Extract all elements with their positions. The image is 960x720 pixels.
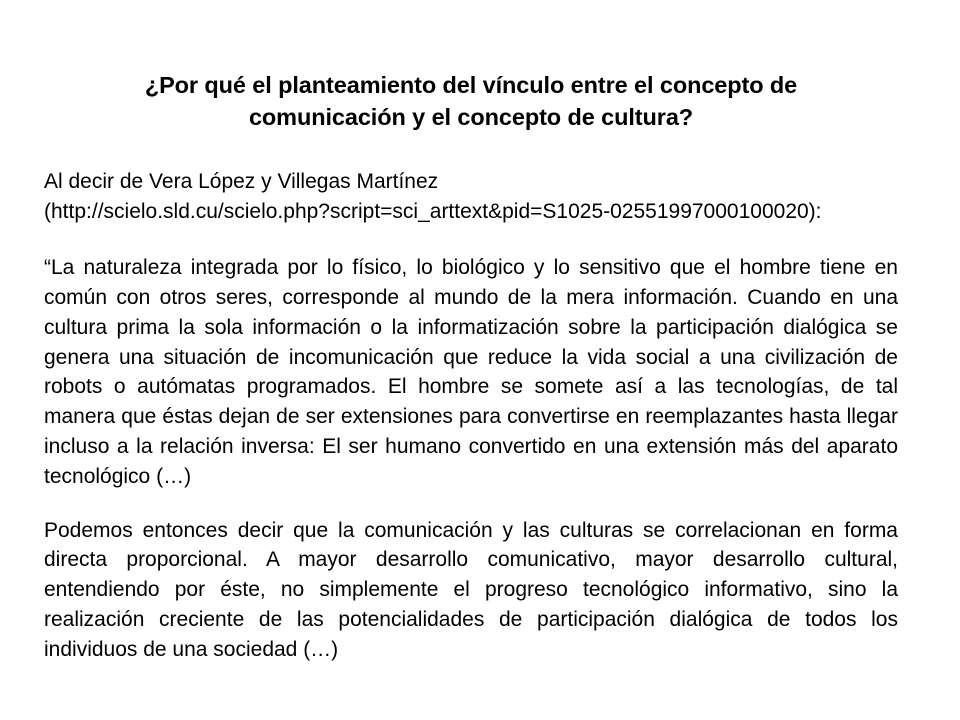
paragraph-spacer-2 bbox=[44, 492, 898, 516]
paragraph-spacer bbox=[44, 227, 898, 253]
quote-paragraph: “La naturaleza integrada por lo físico, lo biológico y lo sensitivo que el hombre tiene en común con otros seres, corresponde al mundo de la mera información. Cuando en una cultura prima la sola información o la informatización sobre la participación dialógica se genera una situación de incomunicación que reduce la vida social a una civilización de robots o autómatas programados. El hombre se somete así a las tecnologías, de tal manera que éstas dejan de ser extensiones para convertirse en reemplazantes hasta llegar incluso a la relación inversa: El ser humano convertido en una extensión más del aparato tecnológico (…) bbox=[44, 256, 898, 488]
slide-body bbox=[44, 167, 898, 664]
attribution-source-url: (http://scielo.sld.cu/scielo.php?script=sci_arttext&pid=S1025-02551997000100020): bbox=[44, 200, 822, 224]
page-title: ¿Por qué el planteamiento del vínculo entre el concepto de comunicación y el concepto de cultura? bbox=[144, 72, 798, 130]
attribution-line-1: Al decir de Vera López y Villegas Martínez bbox=[44, 170, 439, 194]
conclusion-paragraph: Podemos entonces decir que la comunicación y las culturas se correlacionan en forma directa proporcional. A mayor desarrollo comunicativo, mayor desarrollo cultural, entendiendo por éste, no simplemente el progreso tecnológico informativo, sino la realización creciente de las potencialidades de participación dialógica de todos los individuos de una sociedad (…) bbox=[44, 518, 898, 661]
